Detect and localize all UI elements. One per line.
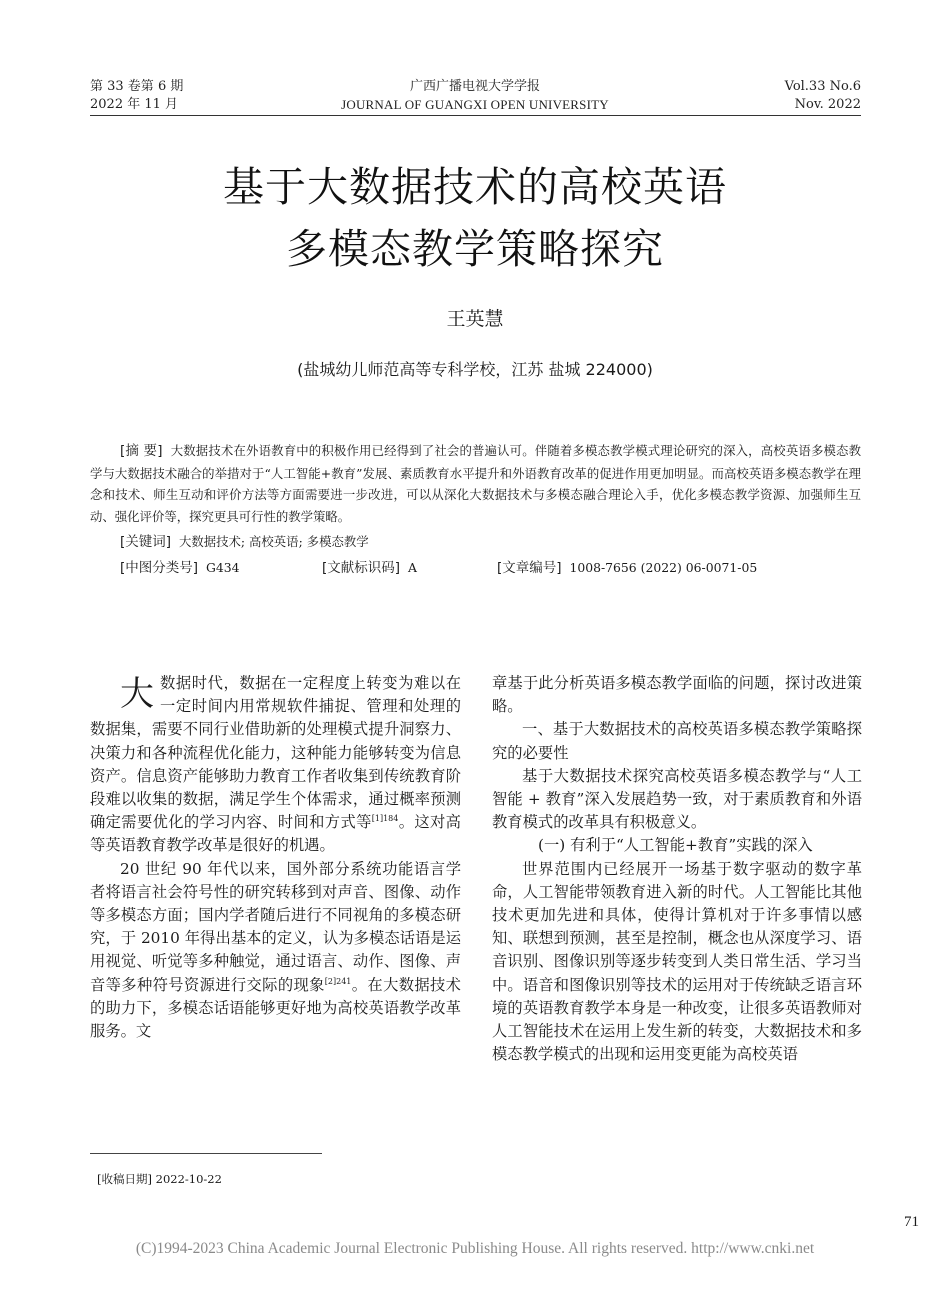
footnote-rule bbox=[90, 1153, 322, 1154]
section-heading: 一、基于大数据技术的高校英语多模态教学策略探究的必要性 bbox=[492, 720, 862, 762]
running-header-left bbox=[90, 78, 183, 114]
citation: [2]241 bbox=[324, 976, 352, 986]
volume-issue-cn: 第 33 卷第 6 期 bbox=[90, 79, 184, 94]
paragraph: 20 世纪 90 年代以来，国外部分系统功能语言学者将语言社会符号性的研究转移到对声音、图像、动作等多模态方面；国内学者随后进行不同视角的多模态研究，于 2010 年得出基本的定义，认为多模态话语是运用视觉、听觉等多种触觉，通过语言、动作、图像、声音等多种符号资源进行交际的现象$^{[2]241}$。在大数据技术的助力下，多模态话语能够更好地为高校英语教学改革服务。文 bbox=[90, 859, 461, 1041]
journal-name-en: JOURNAL OF GUANGXI OPEN UNIVERSITY bbox=[341, 97, 609, 112]
volume-issue-en: Vol.33 No.6 bbox=[784, 79, 861, 94]
body-column-right bbox=[492, 672, 862, 1066]
document-code bbox=[322, 557, 417, 579]
drop-cap: 大 bbox=[120, 674, 154, 714]
article-number-value: 1008-7656 (2022) 06-0071-05 bbox=[569, 560, 758, 575]
subsection-heading: (一) 有利于“人工智能+教育”实践的深入 bbox=[538, 836, 813, 855]
running-header-center bbox=[300, 78, 650, 114]
received-date-footnote: [收稿日期] 2022-10-22 bbox=[97, 1172, 222, 1186]
keywords bbox=[120, 531, 369, 553]
clc-value: G434 bbox=[205, 560, 240, 575]
citation: [1]184 bbox=[371, 814, 399, 824]
abstract bbox=[90, 440, 861, 527]
article-number-label: [文章编号] bbox=[497, 560, 562, 576]
clc-number bbox=[120, 557, 240, 579]
author-name: 王英慧 bbox=[446, 308, 504, 330]
copyright-line: (C)1994-2023 China Academic Journal Electronic Publishing House. All rights reserved. http://www.cnki.net bbox=[135, 1240, 815, 1257]
journal-name-cn: 广西广播电视大学学报 bbox=[409, 79, 540, 94]
title-line-2: 多模态教学策略探究 bbox=[286, 225, 664, 273]
abstract-label: [摘 要] bbox=[120, 443, 163, 459]
header-rule bbox=[90, 115, 861, 116]
running-header-right bbox=[785, 78, 861, 114]
title-line-1: 基于大数据技术的高校英语 bbox=[223, 163, 727, 211]
paragraph: 基于大数据技术探究高校英语多模态教学与“人工智能 + 教育”深入发展趋势一致，对于素质教育和外语教育模式的改革具有积极意义。 bbox=[492, 766, 862, 832]
document-code-label: [文献标识码] bbox=[322, 560, 401, 576]
date-cn: 2022 年 11 月 bbox=[90, 97, 179, 112]
paragraph: 大数据时代，数据在一定程度上转变为难以在一定时间内用常规软件捕捉、管理和处理的数据集，需要不同行业借助新的处理模式提升洞察力、决策力和各种流程优化能力，这种能力能够转变为信息资产。信息资产能够助力教育工作者收集到传统教育阶段难以收集的数据，满足学生个体需求，通过概率预测确定需要优化的学习内容、时间和方式等$^{[1]184}$。这对高等英语教育教学改革是很好的机遇。 bbox=[90, 674, 461, 855]
document-code-value: A bbox=[407, 560, 417, 575]
body-column-left bbox=[90, 672, 461, 1043]
article-title bbox=[0, 156, 950, 280]
page-number: 71 bbox=[904, 1214, 919, 1230]
paragraph: 世界范围内已经展开一场基于数字驱动的数字革命，人工智能带领教育进入新的时代。人工智能比其他技术更加先进和具体，使得计算机对于许多事情以感知、联想到预测，甚至是控制，概念也从深度学习、语音识别、图像识别等逐步转变到人类日常生活、学习当中。语音和图像识别等技术的运用对于传统缺乏语言环境的英语教育教学本身是一种改变，让很多英语教师对人工智能技术在运用上发生新的转变，大数据技术和多模态教学模式的出现和运用变更能为高校英语 bbox=[492, 859, 862, 1064]
abstract-text: 大数据技术在外语教育中的积极作用已经得到了社会的普遍认可。伴随着多模态教学模式理论研究的深入，高校英语多模态教学与大数据技术融合的举措对于“人工智能+教育”发展、素质教育水平提升和外语教育改革的促进作用更加明显。而高校英语多模态教学在理念和技术、师生互动和评价方法等方面需要进一步改进，可以从深化大数据技术与多模态融合理论入手，优化多模态教学资源、加强师生互动、强化评价等，探究更具可行性的教学策略。 bbox=[90, 443, 862, 524]
author-affiliation: (盐城幼儿师范高等专科学校，江苏 盐城 224000) bbox=[297, 360, 653, 379]
date-en: Nov. 2022 bbox=[794, 97, 861, 112]
keywords-text: 大数据技术; 高校英语; 多模态教学 bbox=[178, 534, 369, 549]
keywords-label: [关键词] bbox=[120, 534, 172, 550]
paragraph: 章基于此分析英语多模态教学面临的问题，探讨改进策略。 bbox=[492, 674, 862, 716]
clc-label: [中图分类号] bbox=[120, 560, 199, 576]
article-number bbox=[497, 557, 757, 579]
